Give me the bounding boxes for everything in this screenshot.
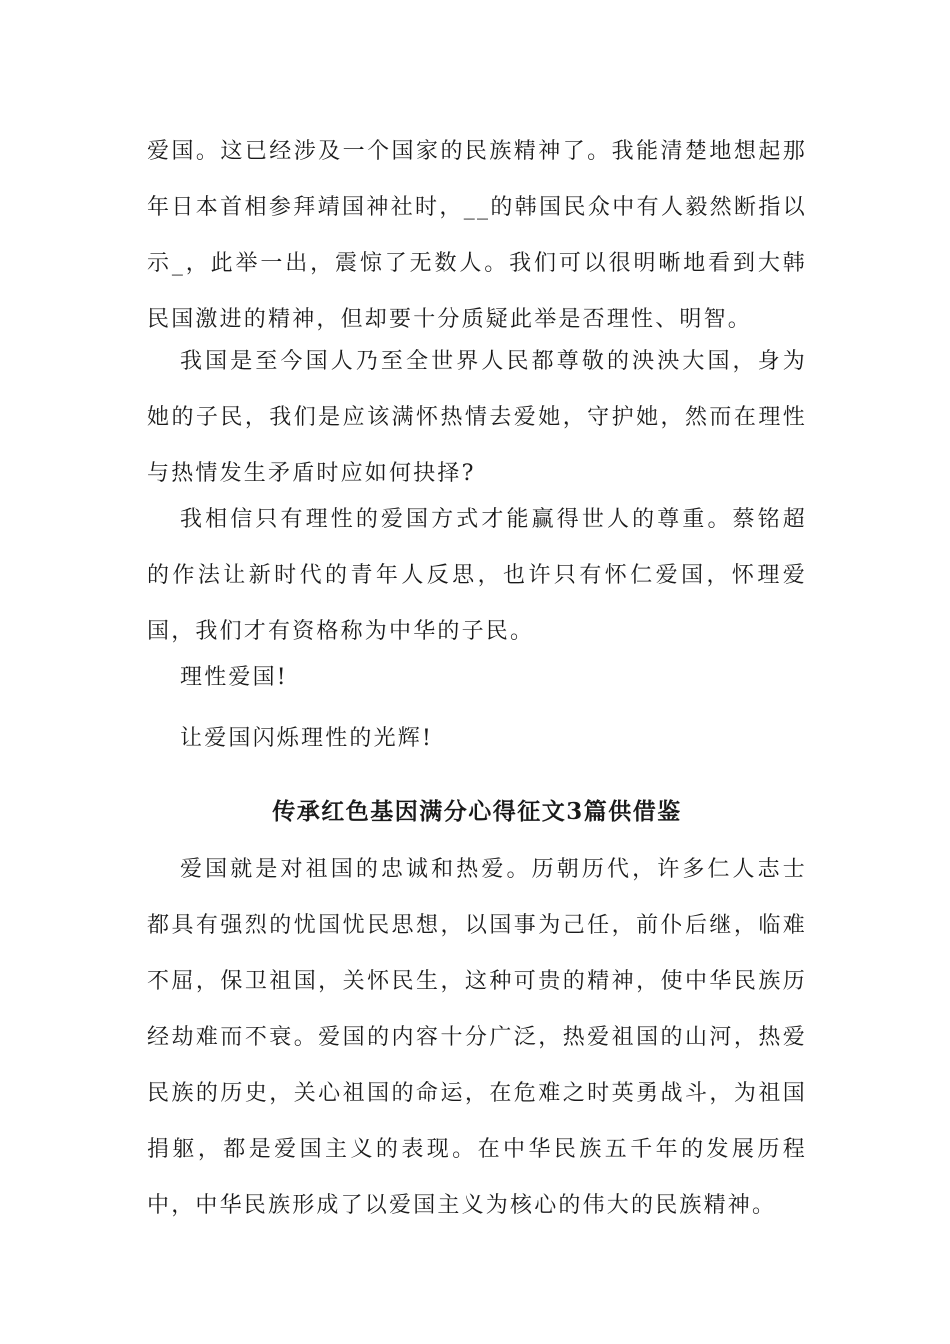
paragraph-rational-patriotism: 我相信只有理性的爱国方式才能赢得世人的尊重。蔡铭超的作法让新时代的青年人反思，也许只有怀仁爱国，怀理爱国，我们才有资格称为中华的子民。	[147, 507, 807, 644]
paragraph-slogan-2: 让爱国闪烁理性的光辉!	[180, 726, 434, 751]
paragraph-slogan-1: 理性爱国!	[180, 665, 288, 690]
paragraph-continuation: 爱国。这已经涉及一个国家的民族精神了。我能清楚地想起那年日本首相参拜靖国神社时，__的韩国民众中有人毅然断指以示_，此举一出，震惊了无数人。我们可以很明晰地看到大韩民国激进的精神，但却要十分质疑此举是否理性、明智。	[147, 139, 807, 332]
paragraph-great-nation: 我国是至今国人乃至全世界人民都尊敬的泱泱大国，身为她的子民，我们是应该满怀热情去爱她，守护她，然而在理性与热情发生矛盾时应如何抉择?	[147, 349, 807, 486]
section-title: 传承红色基因满分心得征文3篇供借鉴	[272, 798, 682, 825]
paragraph-patriotism-definition: 爱国就是对祖国的忠诚和热爱。历朝历代，许多仁人志士都具有强烈的忧国忧民思想，以国事为己任，前仆后继，临难不屈，保卫祖国，关怀民生，这种可贵的精神，使中华民族历经劫难而不衰。爱国的内容十分广泛，热爱祖国的山河，热爱民族的历史，关心祖国的命运，在危难之时英勇战斗，为祖国捐躯，都是爱国主义的表现。在中华民族五千年的发展历程中，中华民族形成了以爱国主义为核心的伟大的民族精神。	[147, 857, 807, 1218]
